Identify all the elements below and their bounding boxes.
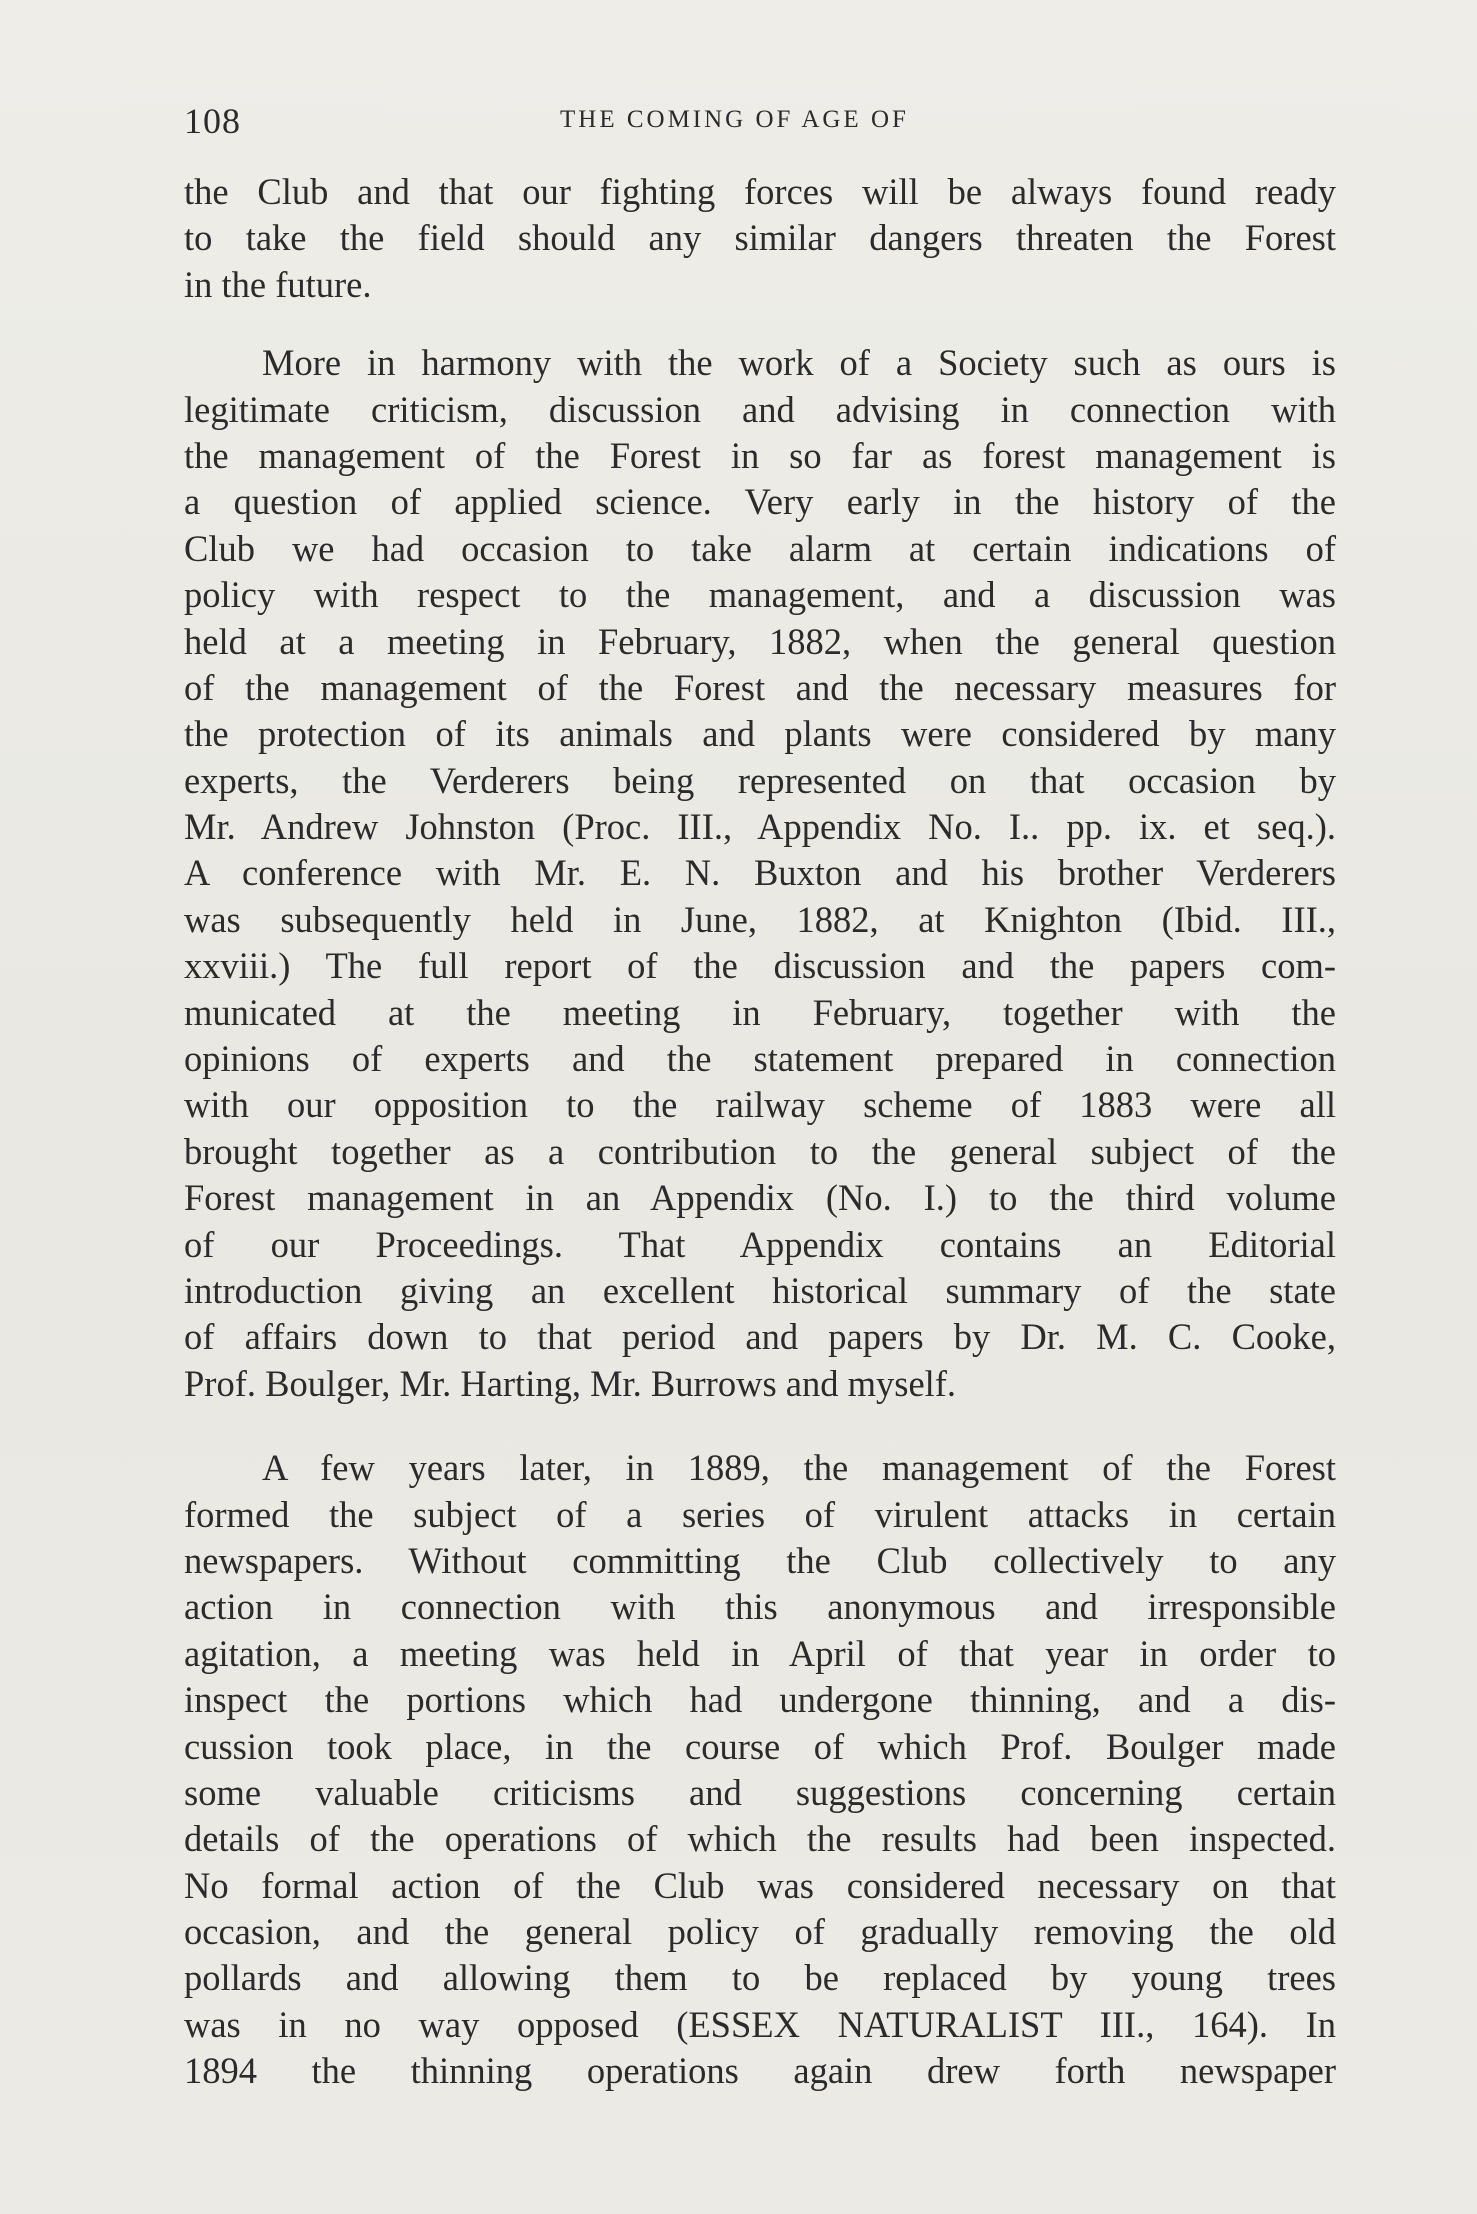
paragraph [184,1445,1336,2094]
text-line: Mr. Andrew Johnston (Proc. III., Appendix No. I.. pp. ix. et seq.). [184,806,1336,848]
text-line: formed the subject of a series of virulent attacks in certain [184,1493,1336,1535]
paragraph [184,169,1336,308]
text-line: action in connection with this anonymous and irresponsible [184,1586,1336,1628]
text-line: details of the operations of which the results had been inspected. [184,1818,1336,1860]
text-line: 1894 the thinning operations again drew forth newspaper [184,2050,1336,2092]
text-line: with our opposition to the railway scheme of 1883 were all [184,1084,1336,1126]
text-line: experts, the Verderers being represented on that occasion by [184,759,1336,801]
text-line: the protection of its animals and plants were considered by many [184,713,1336,755]
text-line: in the future. [184,263,372,305]
running-head: THE COMING OF AGE OF [560,106,909,133]
text-line: occasion, and the general policy of gradually removing the old [184,1911,1336,1953]
text-line: More in harmony with the work of a Society such as ours is [262,342,1336,384]
text-line: introduction giving an excellent historical summary of the state [184,1269,1336,1311]
paragraph-gap [184,1407,1336,1445]
text-line: opinions of experts and the statement prepared in connection [184,1038,1336,1080]
text-line: some valuable criticisms and suggestions concerning certain [184,1771,1336,1813]
text-line: was in no way opposed (ESSEX NATURALIST III., 164). In [184,2003,1336,2045]
text-line: held at a meeting in February, 1882, when the general question [184,620,1336,662]
text-line: legitimate criticism, discussion and advising in connection with [184,388,1336,430]
text-line: inspect the portions which had undergone thinning, and a dis- [184,1679,1336,1721]
text-line: the Club and that our fighting forces will be always found ready [184,171,1336,212]
text-line: a question of applied science. Very early in the history of the [184,481,1336,523]
text-line: No formal action of the Club was considered necessary on that [184,1864,1336,1906]
text-line: to take the field should any similar dangers threaten the Forest [184,217,1336,259]
text-line: policy with respect to the management, and a discussion was [184,574,1336,616]
text-line: brought together as a contribution to the general subject of the [184,1130,1336,1172]
text-line: A conference with Mr. E. N. Buxton and his brother Verderers [184,852,1336,894]
body-text [184,169,1336,2095]
text-line: of our Proceedings. That Appendix contains an Editorial [184,1223,1336,1265]
text-line: municated at the meeting in February, together with the [184,991,1336,1033]
text-line: Club we had occasion to take alarm at certain indications of [184,527,1336,569]
text-line: of affairs down to that period and papers by Dr. M. C. Cooke, [184,1316,1336,1358]
text-line: Prof. Boulger, Mr. Harting, Mr. Burrows and myself. [184,1362,957,1404]
text-line: xxviii.) The full report of the discussion and the papers com- [184,945,1336,987]
text-line: of the management of the Forest and the necessary measures for [184,666,1336,708]
text-line: cussion took place, in the course of which Prof. Boulger made [184,1725,1336,1767]
paragraph-gap [184,308,1336,340]
text-line: pollards and allowing them to be replaced by young trees [184,1957,1336,1999]
text-line: Forest management in an Appendix (No. I.) to the third volume [184,1177,1336,1219]
page-header [184,100,1336,150]
text-line: newspapers. Without committing the Club collectively to any [184,1539,1336,1581]
text-line: agitation, a meeting was held in April of that year in order to [184,1632,1336,1674]
paragraph [184,340,1336,1407]
text-line: was subsequently held in June, 1882, at Knighton (Ibid. III., [184,898,1336,940]
page-number: 108 [184,101,241,141]
text-line: A few years later, in 1889, the management of the Forest [262,1447,1336,1489]
text-line: the management of the Forest in so far as forest management is [184,434,1336,476]
